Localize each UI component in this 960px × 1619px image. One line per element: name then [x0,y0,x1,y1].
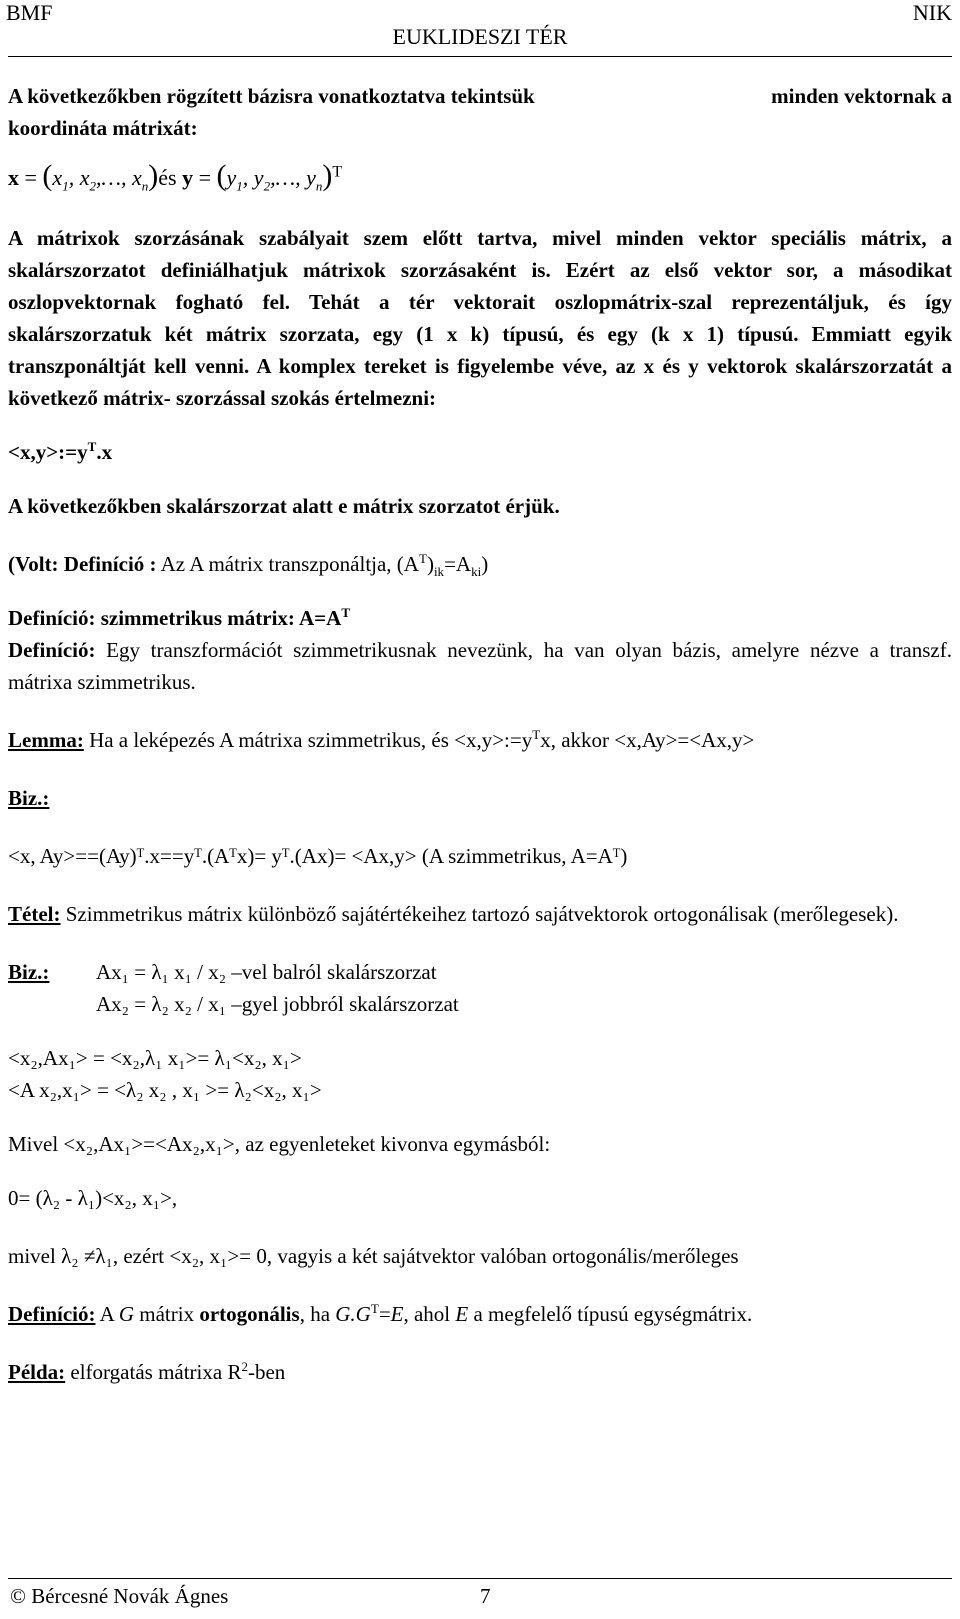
theorem-label: Tétel: [8,902,61,926]
lemma-text2: x, akkor <x,Ay>=<Ax,y> [540,728,755,752]
def-line-sup: T [87,439,97,454]
recall-eq: =A [444,552,472,576]
lemma-text: Ha a leképezés A mátrixa szimmetrikus, és <x,y>:=y [89,728,533,752]
theorem [8,898,952,930]
intro-line2: koordináta mátrixát: [8,116,198,140]
recall-end: ) [481,552,489,576]
def-sym2-label: Definíció: [8,638,96,662]
proof-lemma: <x, Ay>==(Ay)ᵀ.x==yᵀ.(Aᵀx)= yᵀ.(Ax)= <Ax,y> (A szimmetrikus, A=Aᵀ) [8,844,628,868]
footer-author: © Bércesné Novák Ágnes [10,1584,229,1608]
recall-label: (Volt: Definíció : [8,552,157,576]
paren-open-2: ( [216,159,227,192]
def-orth-t4: = [378,1302,391,1326]
definition-inner-product [8,436,952,468]
proof-table [8,956,459,1020]
recall-transpose [8,548,952,580]
paren-close: ) [148,159,159,192]
proof-label-1: Biz.: [8,786,50,810]
example-label: Példa: [8,1360,66,1384]
def-orth-G: G [118,1302,135,1326]
def-line-lhs: <x,y>:=y [8,440,88,464]
def-sym-sup: T [341,605,350,620]
proof-label-2: Biz.: [8,960,50,984]
def-orth-t5: , ahol [403,1302,456,1326]
equation-2: <A x₂,x₁> = <λ₂ x₂ , x₁ >= λ₂<x₂, x₁> [8,1078,322,1102]
conclusion: mivel λ₂ ≠λ₁, ezért <x₂, x₁>= 0, vagyis a két sajátvektor valóban ortogonális/merőleges [8,1244,739,1268]
formula-y-label: y [182,165,194,190]
recall-sup: T [418,551,427,566]
formula-eq2: = [193,165,217,190]
definition-orthogonal [8,1298,952,1330]
def-orth-sup: T [370,1301,379,1316]
formula-y-terms: $y_1$, $y_2,\dots$, $y_n$ [226,165,323,194]
example-text2: -ben [247,1360,286,1384]
header-left: BMF [6,0,53,25]
page-number: 7 [480,1584,491,1608]
header-title: EUKLIDESZI TÉR [392,24,568,49]
def-orth-bold: ortogonális [199,1302,300,1326]
zero-equation: 0= (λ₂ - λ₁)<x₂, x₁>, [8,1186,178,1210]
def-orth-t6: a megfelelő típusú egységmátrix. [468,1302,753,1326]
def-sym2-text: Egy transzformációt szimmetrikusnak nevezünk, ha van olyan bázis, amelyre nézve a transzf. mátrixa szimmetrikus. [8,638,952,694]
def-orth-label: Definíció: [8,1302,96,1326]
formula-es: és [158,165,177,190]
recall-sub-ik: ik [433,564,445,580]
paren-close-2: ) [322,159,333,192]
page-body [8,80,952,1388]
example-text: elforgatás mátrixa R [65,1360,242,1384]
header-rule [8,56,952,57]
paragraph-convention: A következőkben skalárszorzat alatt e mátrix szorzatot érjük. [8,494,560,518]
theorem-text: Szimmetrikus mátrix különböző sajátértékeihez tartozó sajátvektorok ortogonálisak (merőlegesek). [60,902,899,926]
formula-eq: = [19,165,43,190]
vector-formula [8,160,952,204]
lemma-label: Lemma: [8,728,84,752]
def-orth-t1: A [95,1302,119,1326]
def-orth-t2: mátrix [134,1302,200,1326]
def-orth-GG: G.G [335,1302,371,1326]
lemma-sup: T [532,727,541,742]
equation-1: <x₂,Ax₁> = <x₂,λ₁ x₁>= λ₁<x₂, x₁> [8,1046,302,1070]
page-footer [8,1578,952,1618]
paragraph-scalar-product: A mátrixok szorzásának szabályait szem előtt tartva, mivel minden vektor speciális mátrix, a skalárszorzatot definiálhatjuk mátrixok szorzásaként is. Ezért az első vektor sor, a másodikat oszlopvektornak fogható fel. Tehát a tér vektorait oszlopmátrix-szal reprezentáljuk, és így skalárszorzatuk két mátrix szorzata, egy (1 x k) típusú, és egy (k x 1) típusú. Emmiatt egyik transzponáltját kell venni. A komplex tereket is figyelembe véve, az x és y vektorok skalárszorzatát a következő mátrix- szorzással szokás értelmezni: [8,226,952,410]
lemma [8,724,952,756]
footer-rule [8,1578,952,1579]
def-line-rhs: .x [96,440,113,464]
example-sup: 2 [241,1359,248,1374]
formula-x-terms: $x_1$, $x_2,\dots$, $x_n$ [52,165,149,194]
proof-line-2: Ax₂ = λ₂ x₂ / x₁ –gyel jobbról skalárszorzat [96,992,459,1016]
def-sym-text: Definíció: szimmetrikus mátrix: A=A [8,606,342,630]
header-right: NIK [912,0,952,25]
intro-text-right: minden vektornak a [771,84,952,108]
paren-open: ( [42,159,53,192]
example [8,1356,952,1388]
definition-symmetric-transform [8,634,952,698]
recall-mid: ) [426,552,434,576]
formula-transpose: T [332,163,343,181]
page-header [0,0,960,58]
def-orth-E: E [390,1302,404,1326]
recall-text: Az A mátrix transzponáltja, (A [156,552,419,576]
formula-x-label: x [8,165,19,190]
def-orth-E2: E [455,1302,469,1326]
since-statement: Mivel <x₂,Ax₁>=<Ax₂,x₁>, az egyenleteket kivonva egymásból: [8,1132,551,1156]
def-orth-t3: , ha [299,1302,336,1326]
intro-paragraph [8,80,952,144]
proof-line-1: Ax₁ = λ₁ x₁ / x₂ –vel balról skalárszorzat [96,960,437,984]
recall-sub-ki: ki [471,564,482,580]
intro-text-left: A következőkben rögzített bázisra vonatkoztatva tekintsük [8,84,535,108]
definition-symmetric-matrix [8,602,952,634]
